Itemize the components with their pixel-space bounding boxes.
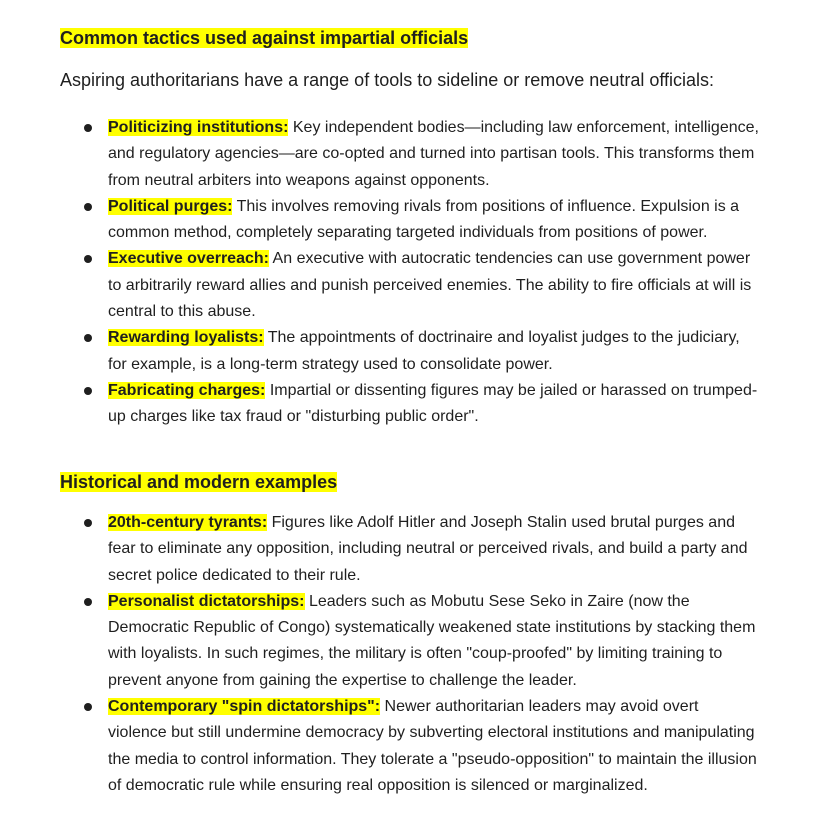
bullet-icon	[84, 334, 92, 342]
examples-list	[0, 510, 760, 799]
section-heading-tactics: Common tactics used against impartial officials	[60, 28, 469, 48]
list-item-text: Impartial or dissenting figures may be jailed or harassed on trumped-up charges like tax fraud or "disturbing public order".	[108, 381, 758, 426]
list-item	[0, 589, 760, 694]
list-item	[0, 194, 760, 247]
bullet-icon	[84, 703, 92, 711]
list-item-term: Executive overreach:	[108, 250, 269, 268]
intro-paragraph: Aspiring authoritarians have a range of tools to sideline or remove neutral officials:	[60, 70, 715, 90]
list-item-text: Figures like Adolf Hitler and Joseph Stalin used brutal purges and fear to eliminate any opposition, including neutral or perceived rivals, and build a party and secret police dedicated to their rule.	[108, 514, 748, 584]
list-item-text: Leaders such as Mobutu Sese Seko in Zaire (now the Democratic Republic of Congo) systematically weakened state institutions by stacking them with loyalists. In such regimes, the military is often "coup-proofed" by limiting training to prevent anyone from gaining the expertise to challenge the leader.	[108, 592, 756, 689]
list-item	[0, 115, 760, 194]
list-item-text: Key independent bodies—including law enforcement, intelligence, and regulatory agencies—are co-opted and turned into partisan tools. This transforms them from neutral arbiters into weapons against opponents.	[108, 119, 759, 189]
list-item-term: Personalist dictatorships:	[108, 592, 305, 610]
list-item-text: Newer authoritarian leaders may avoid overt violence but still undermine democracy by subverting electoral institutions and manipulating the media to control information. They tolerate a "pseudo-opposition" to maintain the illusion of democratic rule while ensuring real opposition is silenced or marginalized.	[108, 698, 757, 794]
list-item-term: 20th-century tyrants:	[108, 514, 268, 531]
list-item-term: Rewarding loyalists:	[108, 329, 264, 347]
list-item-term: Politicizing institutions:	[108, 119, 289, 136]
list-item-term: Fabricating charges:	[108, 381, 266, 399]
list-item-text: The appointments of doctrinaire and loyalist judges to the judiciary, for example, is a long-term strategy used to consolidate power.	[108, 329, 740, 373]
list-item	[0, 325, 760, 378]
list-item-term: Political purges:	[108, 197, 233, 215]
bullet-icon	[84, 519, 92, 527]
list-item	[0, 378, 760, 431]
list-item	[0, 246, 760, 325]
tactics-list	[0, 115, 760, 431]
bullet-icon	[84, 255, 92, 263]
bullet-icon	[84, 203, 92, 211]
list-item-term: Contemporary "spin dictatorships":	[108, 698, 381, 716]
bullet-icon	[84, 387, 92, 395]
list-item	[0, 694, 760, 799]
section-heading-examples: Historical and modern examples	[60, 472, 338, 492]
list-item-text: An executive with autocratic tendencies can use government power to arbitrarily reward allies and punish perceived enemies. The ability to fire officials at will is central to this abuse.	[108, 250, 752, 321]
list-item	[0, 510, 760, 589]
bullet-icon	[84, 598, 92, 606]
bullet-icon	[84, 124, 92, 132]
list-item-text: This involves removing rivals from positions of influence. Expulsion is a common method, completely separating targeted individuals from positions of power.	[108, 197, 740, 242]
